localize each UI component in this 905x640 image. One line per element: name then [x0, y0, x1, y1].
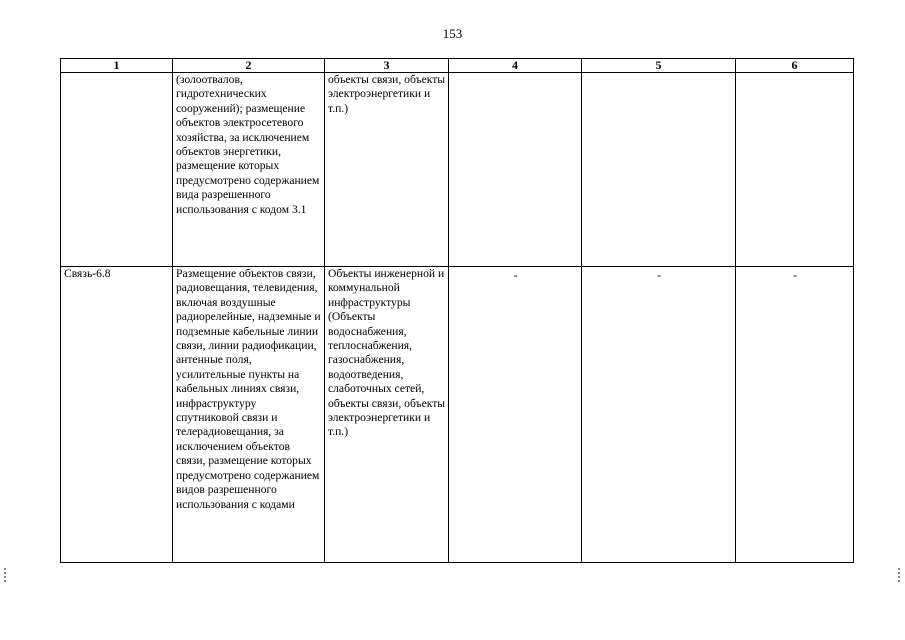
use-code-cell: Связь-6.8 — [61, 267, 173, 563]
permitted-use-table — [60, 58, 854, 563]
column-header-6: 6 — [736, 59, 854, 73]
table-row — [61, 267, 854, 563]
column-4-cell: - — [449, 267, 582, 563]
table-header-row — [61, 59, 854, 73]
permitted-objects-cell: объекты связи, объекты электроэнергетики и т.п.) — [325, 73, 449, 267]
scan-edge-mark-left — [4, 568, 8, 582]
column-5-cell: - — [582, 267, 736, 563]
table-row — [61, 73, 854, 267]
column-6-cell: - — [736, 267, 854, 563]
use-code-cell — [61, 73, 173, 267]
use-description-cell: Размещение объектов связи, радиовещания, телевидения, включая воздушные радиорелейные, надземные и подземные кабельные линии связи, линии радиофикации, антенные поля, усилительные пункты на кабельных линиях связи, инфраструктуру спутниковой связи и телерадиовещания, за исключением объектов связи, размещение которых предусмотрено содержанием видов разрешенного использования с кодами — [173, 267, 325, 563]
column-header-4: 4 — [449, 59, 582, 73]
column-header-2: 2 — [173, 59, 325, 73]
column-header-1: 1 — [61, 59, 173, 73]
use-description-cell: (золоотвалов, гидротехнических сооружений); размещение объектов электросетевого хозяйства, за исключением объектов энергетики, размещение которых предусмотрено содержанием вида разрешенного использования с кодом 3.1 — [173, 73, 325, 267]
permitted-objects-cell: Объекты инженерной и коммунальной инфраструктуры (Объекты водоснабжения, теплоснабжения, газоснабжения, водоотведения, слаботочных сетей, объекты связи, объекты электроэнергетики и т.п.) — [325, 267, 449, 563]
column-4-cell — [449, 73, 582, 267]
page-number: 153 — [442, 26, 463, 41]
scan-edge-mark-right — [898, 568, 902, 582]
column-header-3: 3 — [325, 59, 449, 73]
column-6-cell — [736, 73, 854, 267]
column-5-cell — [582, 73, 736, 267]
column-header-5: 5 — [582, 59, 736, 73]
